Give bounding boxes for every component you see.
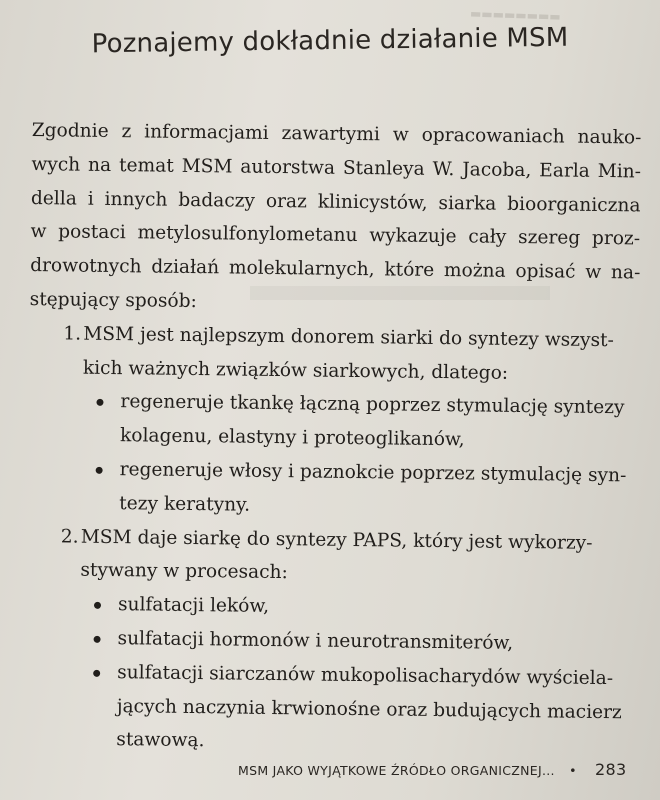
bullet-line: sulfatacji siarczanów mukopolisacharydów wyściela- <box>117 661 614 689</box>
footer-separator: • <box>569 763 577 778</box>
running-head: MSM JAKO WYJĄTKOWE ŹRÓDŁO ORGANICZNEJ... <box>238 763 555 778</box>
numbered-list <box>24 317 639 764</box>
list-number: 1. <box>63 323 82 345</box>
bullet-line: tezy keratyny. <box>119 492 251 516</box>
intro-line: w postaci metylosulfonylometanu wykazuje cały szereg proz- <box>30 221 641 250</box>
page-body <box>24 114 642 764</box>
page-footer <box>238 760 627 779</box>
bullet-dot <box>96 399 103 406</box>
bullet-list <box>78 588 636 764</box>
intro-line: wych na temat MSM autorstwa Stanleya W. Jacoba, Earla Min- <box>31 153 642 183</box>
bullet-dot <box>93 670 100 677</box>
list-item <box>27 317 639 527</box>
bullet-dot <box>96 467 103 474</box>
bullet-line: regeneruje tkankę łączną poprzez stymulację syntezy <box>120 391 625 419</box>
bullet-list <box>81 385 639 527</box>
list-item-line: kich ważnych związków siarkowych, dlatego: <box>82 357 509 384</box>
page-number: 283 <box>595 760 627 779</box>
bullet-item <box>81 453 638 527</box>
bullet-line: stawową. <box>116 729 205 752</box>
list-number: 2. <box>60 525 79 548</box>
bullet-item <box>82 385 639 459</box>
bullet-line: jących naczynia krwionośne oraz budujących macierz <box>116 695 622 723</box>
intro-line: stępujący sposób: <box>29 288 197 313</box>
intro-line: Zgodnie z informacjami zawartymi w opracowaniach nauko- <box>31 119 642 149</box>
list-item <box>24 520 637 764</box>
bullet-line: sulfatacji leków, <box>117 594 270 618</box>
intro-line: drowotnych działań molekularnych, które można opisać w na- <box>30 255 641 284</box>
bullet-item <box>78 655 635 763</box>
intro-paragraph <box>30 114 642 324</box>
list-item-line: MSM jest najlepszym donorem siarki do syntezy wszyst- <box>83 323 614 351</box>
intro-line: della i innych badaczy oraz klinicystów, siarka bioorganiczna <box>30 187 641 217</box>
section-title: Poznajemy dokładnie działanie MSM <box>91 22 569 60</box>
bullet-line: kolagenu, elastyny i proteoglikanów, <box>119 425 465 451</box>
bullet-dot <box>94 636 101 643</box>
bullet-dot <box>94 602 101 609</box>
bullet-line: regeneruje włosy i paznokcie poprzez stymulację syn- <box>119 459 627 487</box>
list-item-line: stywany w procesach: <box>80 559 288 584</box>
bleed-through-text: ▬▬▬▬▬▬▬▬ <box>469 6 561 24</box>
bullet-line: sulfatacji hormonów i neurotransmiterów, <box>117 628 514 654</box>
list-item-line: MSM daje siarkę do syntezy PAPS, który jest wykorzy- <box>80 526 593 554</box>
